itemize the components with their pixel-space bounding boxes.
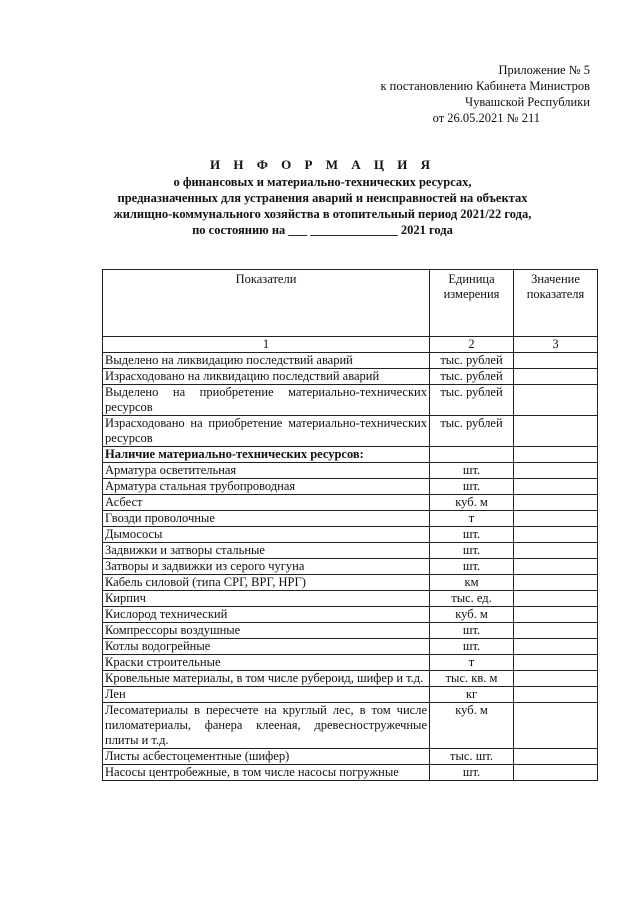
row-unit-cell	[430, 447, 514, 463]
row-indicator-cell: Лен	[103, 687, 430, 703]
row-value-cell	[514, 623, 598, 639]
row-value-cell	[514, 353, 598, 369]
row-value-cell	[514, 607, 598, 623]
table-row	[103, 559, 598, 575]
title-line-4: по состоянию на ___ ______________ 2021 года	[192, 223, 453, 237]
row-indicator-cell: Израсходовано на ликвидацию последствий аварий	[103, 369, 430, 385]
row-unit-cell: шт.	[430, 765, 514, 781]
column-number-3: 3	[514, 337, 598, 353]
row-indicator-cell: Кровельные материалы, в том числе рубероид, шифер и т.д.	[103, 671, 430, 687]
column-numbers-row	[103, 337, 598, 353]
column-number-1: 1	[103, 337, 430, 353]
table-row	[103, 353, 598, 369]
row-value-cell	[514, 575, 598, 591]
row-unit-cell: куб. м	[430, 495, 514, 511]
table-row	[103, 623, 598, 639]
row-value-cell	[514, 749, 598, 765]
appendix-resolution: к постановлению Кабинета Министров	[380, 79, 590, 93]
row-indicator-cell: Компрессоры воздушные	[103, 623, 430, 639]
row-unit-cell: шт.	[430, 639, 514, 655]
row-unit-cell: т	[430, 655, 514, 671]
row-unit-cell: тыс. рублей	[430, 353, 514, 369]
table-row	[103, 703, 598, 749]
resources-table	[102, 269, 598, 781]
row-unit-cell: шт.	[430, 559, 514, 575]
table-row	[103, 687, 598, 703]
row-indicator-cell: Котлы водогрейные	[103, 639, 430, 655]
row-value-cell	[514, 479, 598, 495]
title-line-2: предназначенных для устранения аварий и неисправностей на объектах	[117, 191, 528, 205]
row-value-cell	[514, 369, 598, 385]
row-indicator-cell: Дымососы	[103, 527, 430, 543]
row-unit-cell: шт.	[430, 463, 514, 479]
table-body	[103, 353, 598, 781]
row-indicator-cell: Насосы центробежные, в том числе насосы погружные	[103, 765, 430, 781]
table-row	[103, 591, 598, 607]
title-line-1: о финансовых и материально-технических ресурсах,	[173, 175, 472, 189]
table-row	[103, 479, 598, 495]
table-row	[103, 671, 598, 687]
table-row	[103, 416, 598, 447]
row-indicator-cell: Кабель силовой (типа СРГ, ВРГ, НРГ)	[103, 575, 430, 591]
table-row	[103, 527, 598, 543]
row-value-cell	[514, 765, 598, 781]
row-unit-cell: тыс. рублей	[430, 369, 514, 385]
table-row	[103, 463, 598, 479]
title-heading: И Н Ф О Р М А Ц И Я	[210, 157, 435, 172]
table-row	[103, 369, 598, 385]
row-indicator-cell: Листы асбестоцементные (шифер)	[103, 749, 430, 765]
header-value: Значение показателя	[514, 270, 598, 337]
row-indicator-cell: Лесоматериалы в пересчете на круглый лес, в том числе пиломатериалы, фанера клееная, древесностружечные плиты и т.д.	[103, 703, 430, 749]
table-row	[103, 447, 598, 463]
row-value-cell	[514, 591, 598, 607]
table-header-row	[103, 270, 598, 337]
row-indicator-cell: Израсходовано на приобретение материально-технических ресурсов	[103, 416, 430, 447]
row-value-cell	[514, 639, 598, 655]
table-row	[103, 495, 598, 511]
row-unit-cell: тыс. рублей	[430, 416, 514, 447]
row-unit-cell: тыс. шт.	[430, 749, 514, 765]
row-unit-cell: шт.	[430, 527, 514, 543]
row-value-cell	[514, 447, 598, 463]
table-row	[103, 655, 598, 671]
row-unit-cell: т	[430, 511, 514, 527]
row-value-cell	[514, 416, 598, 447]
row-value-cell	[514, 703, 598, 749]
table-row	[103, 543, 598, 559]
row-value-cell	[514, 511, 598, 527]
row-indicator-cell: Выделено на ликвидацию последствий аварий	[103, 353, 430, 369]
row-indicator-cell: Затворы и задвижки из серого чугуна	[103, 559, 430, 575]
appendix-block	[330, 62, 590, 126]
table-row	[103, 765, 598, 781]
row-value-cell	[514, 463, 598, 479]
appendix-republic: Чувашской Республики	[464, 95, 590, 109]
table-row	[103, 607, 598, 623]
appendix-number: Приложение № 5	[498, 63, 590, 77]
header-unit: Единица измерения	[430, 270, 514, 337]
row-indicator-cell: Арматура осветительная	[103, 463, 430, 479]
row-unit-cell: тыс. ед.	[430, 591, 514, 607]
row-indicator-cell: Кислород технический	[103, 607, 430, 623]
appendix-date: от 26.05.2021 № 211	[432, 111, 540, 125]
header-indicators: Показатели	[103, 270, 430, 337]
row-value-cell	[514, 527, 598, 543]
row-value-cell	[514, 687, 598, 703]
table-row	[103, 511, 598, 527]
row-value-cell	[514, 385, 598, 416]
row-indicator-cell: Асбест	[103, 495, 430, 511]
column-number-2: 2	[430, 337, 514, 353]
row-indicator-cell: Гвозди проволочные	[103, 511, 430, 527]
row-value-cell	[514, 671, 598, 687]
row-unit-cell: тыс. рублей	[430, 385, 514, 416]
row-indicator-cell: Кирпич	[103, 591, 430, 607]
table-row	[103, 749, 598, 765]
table-row	[103, 385, 598, 416]
row-unit-cell: шт.	[430, 623, 514, 639]
title-line-3: жилищно-коммунального хозяйства в отопительный период 2021/22 года,	[113, 207, 532, 221]
row-unit-cell: шт.	[430, 479, 514, 495]
document-title	[95, 157, 550, 238]
row-unit-cell: шт.	[430, 543, 514, 559]
row-value-cell	[514, 543, 598, 559]
row-value-cell	[514, 559, 598, 575]
row-indicator-cell: Краски строительные	[103, 655, 430, 671]
row-indicator-cell: Наличие материально-технических ресурсов:	[103, 447, 430, 463]
row-indicator-cell: Задвижки и затворы стальные	[103, 543, 430, 559]
table-row	[103, 639, 598, 655]
row-unit-cell: куб. м	[430, 703, 514, 749]
row-unit-cell: км	[430, 575, 514, 591]
row-unit-cell: куб. м	[430, 607, 514, 623]
row-unit-cell: кг	[430, 687, 514, 703]
row-indicator-cell: Выделено на приобретение материально-технических ресурсов	[103, 385, 430, 416]
table-row	[103, 575, 598, 591]
row-unit-cell: тыс. кв. м	[430, 671, 514, 687]
row-value-cell	[514, 655, 598, 671]
row-value-cell	[514, 495, 598, 511]
row-indicator-cell: Арматура стальная трубопроводная	[103, 479, 430, 495]
